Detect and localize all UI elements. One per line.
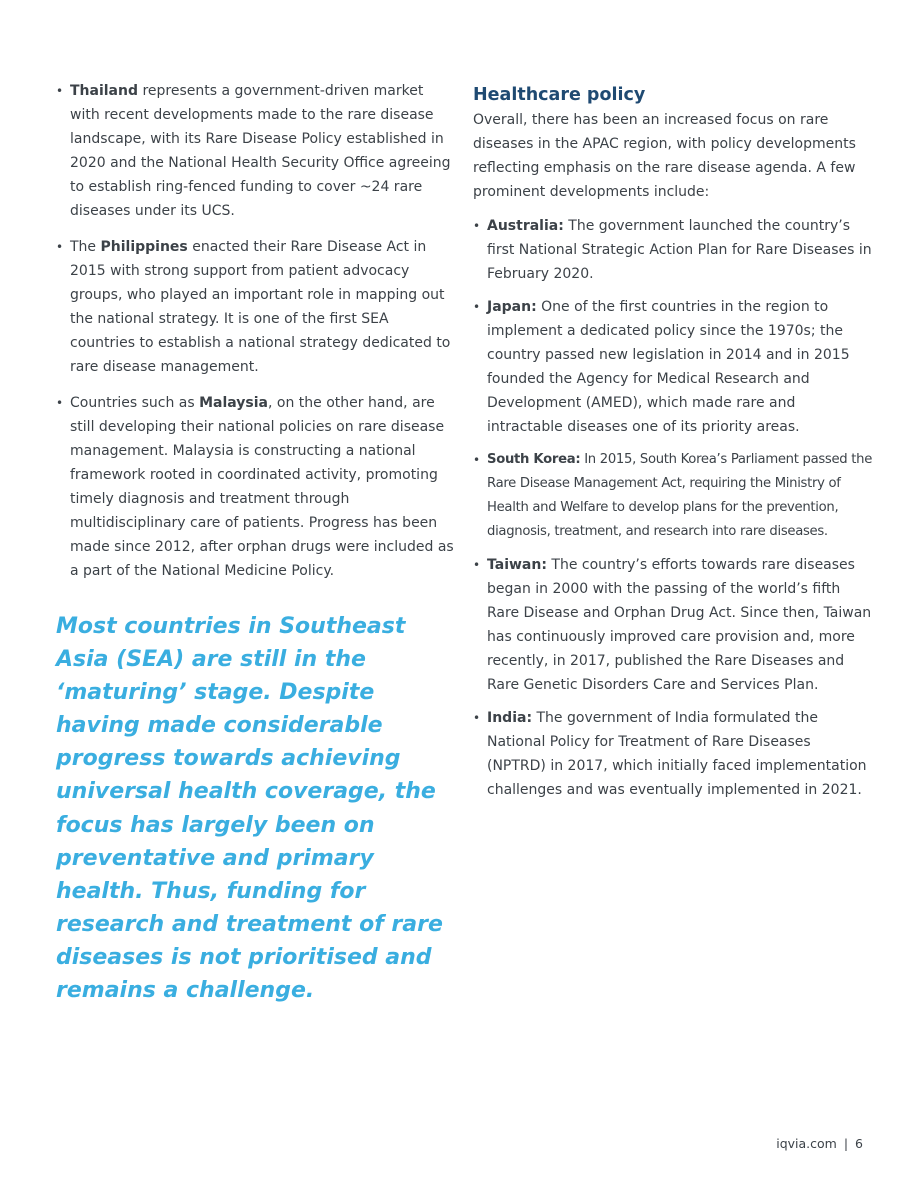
bullet-country: Australia:	[487, 218, 564, 234]
bullet-australia	[473, 214, 873, 286]
bullet-country: India:	[487, 710, 533, 726]
bullet-text: represents a government-driven market with recent developments made to the rare disease landscape, with its Rare Disease Policy established in 2020 and the National Health Security Office agreeing to establish ring-fenced funding to cover ~24 rare diseases under its UCS.	[70, 83, 451, 219]
bullet-dot-icon: •	[473, 558, 481, 572]
bullet-dot-icon: •	[473, 219, 481, 233]
bullet-taiwan	[473, 553, 873, 697]
bullet-dot-icon: •	[56, 84, 64, 98]
bullet-country: South Korea:	[487, 452, 581, 467]
footer-site-link[interactable]: iqvia.com	[776, 1136, 837, 1151]
page-number: 6	[855, 1136, 863, 1151]
bullet-country: Malaysia	[199, 395, 268, 411]
section-intro: Overall, there has been an increased focus on rare diseases in the APAC region, with policy developments reflecting emphasis on the rare disease agenda. A few prominent developments include:	[473, 112, 856, 200]
bullet-text: The country’s efforts towards rare diseases began in 2000 with the passing of the world’s fifth Rare Disease and Orphan Drug Act. Since then, Taiwan has continuously improved care provision and, more recently, in 2017, published the Rare Diseases and Rare Genetic Disorders Care and Services Plan.	[487, 557, 872, 693]
bullet-thailand	[56, 79, 456, 223]
bullet-dot-icon: •	[56, 240, 64, 254]
bullet-text: The government of India formulated the National Policy for Treatment of Rare Diseases (NPTRD) in 2017, which initially faced implementation challenges and was eventually implemented in 2021.	[487, 710, 867, 798]
bullet-text: enacted their Rare Disease Act in 2015 with strong support from patient advocacy groups, who played an important role in mapping out the national strategy. It is one of the first SEA countries to establish a national strategy dedicated to rare disease management.	[70, 239, 451, 375]
country-bullet-list	[56, 79, 456, 583]
bullet-japan	[473, 295, 873, 439]
right-column	[473, 82, 873, 811]
bullet-dot-icon: •	[56, 396, 64, 410]
bullet-india	[473, 706, 873, 802]
policy-bullet-list	[473, 214, 873, 802]
bullet-pre: The	[70, 239, 101, 255]
bullet-philippines	[56, 235, 456, 379]
bullet-text: , on the other hand, are still developing their national policies on rare disease management. Malaysia is constructing a national framework rooted in coordinated activity, promoting timely diagnosis and treatment through multidisciplinary care of patients. Progress has been made since 2012, after orphan drugs were included as a part of the National Medicine Policy.	[70, 395, 454, 579]
bullet-country: Thailand	[70, 83, 138, 99]
bullet-dot-icon: •	[473, 453, 480, 467]
bullet-country: Philippines	[100, 239, 188, 255]
bullet-south-korea	[473, 448, 873, 544]
bullet-pre: Countries such as	[70, 395, 200, 411]
page-footer	[776, 1136, 863, 1151]
section-heading: Healthcare policy	[473, 85, 646, 105]
bullet-country: Taiwan:	[487, 557, 547, 573]
bullet-text: One of the first countries in the region to implement a dedicated policy since the 1970s; the country passed new legislation in 2014 and in 2015 founded the Agency for Medical Research and Development (AMED), which made rare and intractable diseases one of its priority areas.	[487, 299, 850, 435]
bullet-text: The government launched the country’s first National Strategic Action Plan for Rare Diseases in February 2020.	[487, 218, 872, 282]
bullet-country: Japan:	[487, 299, 537, 315]
bullet-dot-icon: •	[473, 711, 481, 725]
pull-quote: Most countries in Southeast Asia (SEA) are still in the ‘maturing’ stage. Despite having made considerable progress towards achieving universal health coverage, the focus has largely been on preventative and primary health. Thus, funding for research and treatment of rare diseases is not prioritised and remains a challenge.	[56, 614, 443, 1004]
left-column	[56, 79, 456, 1007]
bullet-text: In 2015, South Korea’s Parliament passed the Rare Disease Management Act, requiring the Ministry of Health and Welfare to develop plans for the prevention, diagnosis, treatment, and research into rare diseases.	[487, 452, 873, 539]
bullet-malaysia	[56, 391, 456, 583]
bullet-dot-icon: •	[473, 300, 481, 314]
footer-separator: |	[843, 1136, 849, 1151]
